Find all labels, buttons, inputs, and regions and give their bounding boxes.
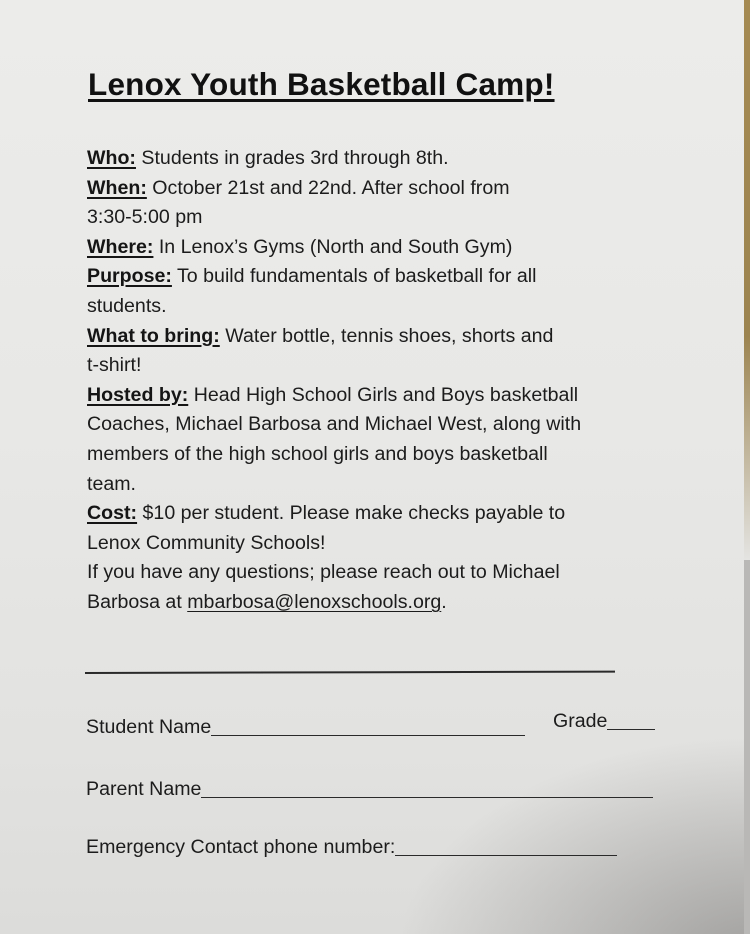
hosted-continued-3: team. (87, 472, 137, 495)
bring-line (87, 322, 687, 352)
bring-label: What to bring: (87, 324, 220, 347)
parent-name-field (86, 778, 653, 801)
cost-text: $10 per student. Please make checks payable to (137, 502, 566, 525)
bring-text: Water bottle, tennis shoes, shorts and (219, 324, 554, 347)
cost-label: Cost: (87, 502, 138, 525)
hosted-text: Head High School Girls and Boys basketball (188, 383, 579, 406)
who-label: Who: (87, 147, 136, 169)
where-text: In Lenox’s Gyms (North and South Gym) (153, 235, 513, 258)
cut-line-divider (85, 671, 615, 674)
contact-suffix: . (441, 590, 447, 613)
bring-continued: t-shirt! (87, 354, 142, 377)
hosted-continued-2: members of the high school girls and boys basketball (87, 442, 548, 465)
when-text: October 21st and 22nd. After school from (146, 176, 510, 199)
who-text: Students in grades 3rd through 8th. (135, 147, 449, 169)
when-label: When: (87, 176, 147, 199)
contact-email-link[interactable]: mbarbosa@lenoxschools.org (187, 590, 442, 613)
purpose-continued: students. (87, 294, 167, 317)
questions-line: If you have any questions; please reach out to Michael (87, 561, 560, 584)
student-name-blank[interactable] (211, 734, 525, 736)
hosted-label: Hosted by: (87, 383, 189, 406)
grade-blank[interactable] (607, 728, 655, 730)
when-line (87, 174, 687, 204)
grade-label: Grade (553, 710, 608, 732)
purpose-line (87, 262, 687, 292)
when-time: 3:30-5:00 pm (87, 206, 203, 229)
emergency-contact-label: Emergency Contact phone number: (86, 836, 396, 858)
emergency-contact-blank[interactable] (395, 854, 617, 856)
purpose-text: To build fundamentals of basketball for all (171, 265, 537, 288)
paper-edge-background (744, 0, 750, 560)
where-label: Where: (87, 235, 154, 258)
who-line (87, 144, 687, 174)
grade-field (553, 710, 655, 733)
parent-name-blank[interactable] (201, 796, 653, 798)
student-name-field (86, 716, 525, 739)
emergency-contact-field (86, 836, 617, 859)
student-name-label: Student Name (86, 716, 212, 738)
flyer-title: Lenox Youth Basketball Camp! (88, 66, 555, 102)
cost-line (87, 499, 687, 529)
parent-name-label: Parent Name (86, 778, 202, 800)
hosted-continued-1: Coaches, Michael Barbosa and Michael West, along with (87, 413, 582, 436)
hosted-line (87, 381, 687, 411)
where-line (87, 233, 687, 263)
purpose-label: Purpose: (87, 265, 172, 288)
contact-line (87, 588, 687, 618)
paper-edge-shadow (744, 560, 750, 934)
contact-prefix: Barbosa at (87, 590, 188, 613)
cost-continued: Lenox Community Schools! (87, 531, 326, 554)
flyer-details (87, 144, 687, 618)
